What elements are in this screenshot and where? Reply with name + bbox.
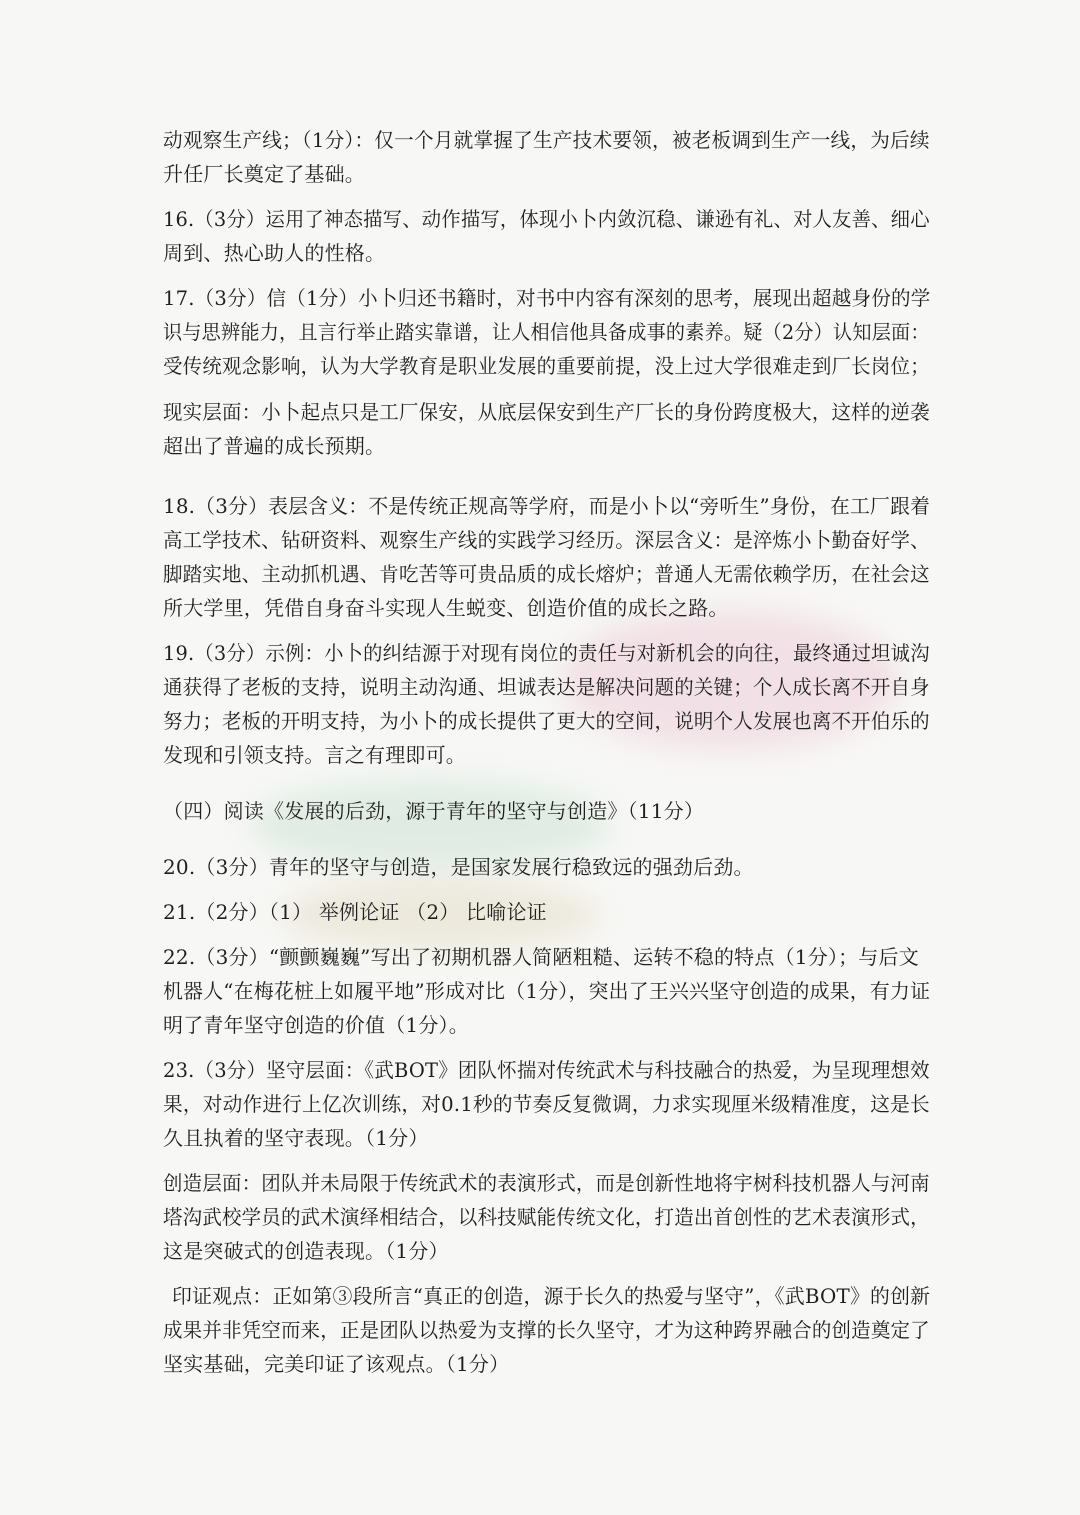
text-line: 脚踏实地、主动抓机遇、肯吃苦等可贵品质的成长熔炉；普通人无需依赖学历，在社会这: [163, 562, 930, 586]
text-line: 这是突破式的创造表现。（1分）: [163, 1239, 449, 1263]
text-line: 通获得了老板的支持，说明主动沟通、坦诚表达是解决问题的关键；个人成长离不开自身: [163, 675, 930, 699]
question-19: 19.（3分）示例：小卜的纠结源于对现有岗位的责任与对新机会的向往，最终通过坦诚沟: [163, 641, 930, 665]
text-line: 升任厂长奠定了基础。: [163, 162, 365, 186]
text-line: 创造层面：团队并未局限于传统武术的表演形式，而是创新性地将宇树科技机器人与河南: [163, 1171, 930, 1195]
text-line: 成果并非凭空而来，正是团队以热爱为支撑的长久坚守，才为这种跨界融合的创造奠定了: [163, 1318, 930, 1342]
text-line: 久且执着的坚守表现。（1分）: [163, 1126, 429, 1150]
text-line: 坚实基础，完美印证了该观点。（1分）: [163, 1352, 510, 1376]
text-line: 超出了普遍的成长预期。: [163, 434, 386, 458]
question-21: 21.（2分）（1） 举例论证 （2） 比喻论证: [163, 900, 547, 924]
text-line: 果，对动作进行上亿次训练，对0.1秒的节奏反复微调，力求实现厘米级精准度，这是长: [163, 1092, 930, 1116]
question-17: 17.（3分）信（1分）小卜归还书籍时，对书中内容有深刻的思考，展现出超越身份的学: [163, 286, 931, 310]
text-line: 动观察生产线；（1分）：仅一个月就掌握了生产技术要领，被老板调到生产一线，为后续: [163, 128, 930, 152]
text-line: 塔沟武校学员的武术演绎相结合，以科技赋能传统文化，打造出首创性的艺术表演形式，: [163, 1205, 930, 1229]
section-heading: （四）阅读《发展的后劲，源于青年的坚守与创造》（11分）: [163, 799, 705, 823]
question-20: 20.（3分）青年的坚守与创造，是国家发展行稳致远的强劲后劲。: [163, 855, 754, 879]
text-line: 努力；老板的开明支持，为小卜的成长提供了更大的空间，说明个人发展也离不开伯乐的: [163, 709, 930, 733]
question-16: 16.（3分）运用了神态描写、动作描写，体现小卜内敛沉稳、谦逊有礼、对人友善、细心: [163, 207, 930, 231]
text-line: 现实层面：小卜起点只是工厂保安，从底层保安到生产厂长的身份跨度极大，这样的逆袭: [163, 400, 930, 424]
text-line: 受传统观念影响，认为大学教育是职业发展的重要前提，没上过大学很难走到厂长岗位；: [163, 354, 930, 378]
question-18: 18.（3分）表层含义：不是传统正规高等学府，而是小卜以“旁听生”身份，在工厂跟着: [163, 494, 931, 518]
question-23: 23.（3分）坚守层面：《武BOT》团队怀揣对传统武术与科技融合的热爱，为呈现理想效: [163, 1058, 930, 1082]
question-22: 22.（3分）“颤颤巍巍”写出了初期机器人简陋粗糙、运转不稳的特点（1分）；与后文: [163, 945, 919, 969]
text-line: 明了青年坚守创造的价值（1分）。: [163, 1013, 469, 1037]
text-line: 机器人“在梅花桩上如履平地”形成对比（1分），突出了王兴兴坚守创造的成果，有力证: [163, 979, 931, 1003]
text-line: 所大学里，凭借自身奋斗实现人生蜕变、创造价值的成长之路。: [163, 596, 729, 620]
text-line: 高工学技术、钻研资料、观察生产线的实践学习经历。深层含义：是淬炼小卜勤奋好学、: [163, 528, 930, 552]
text-line: 印证观点：正如第③段所言“真正的创造，源于长久的热爱与坚守”，《武BOT》的创新: [172, 1284, 931, 1308]
text-line: 识与思辨能力，且言行举止踏实靠谱，让人相信他具备成事的素养。疑（2分）认知层面：: [163, 320, 930, 344]
text-line: 发现和引领支持。言之有理即可。: [163, 743, 466, 767]
text-line: 周到、热心助人的性格。: [163, 241, 386, 265]
